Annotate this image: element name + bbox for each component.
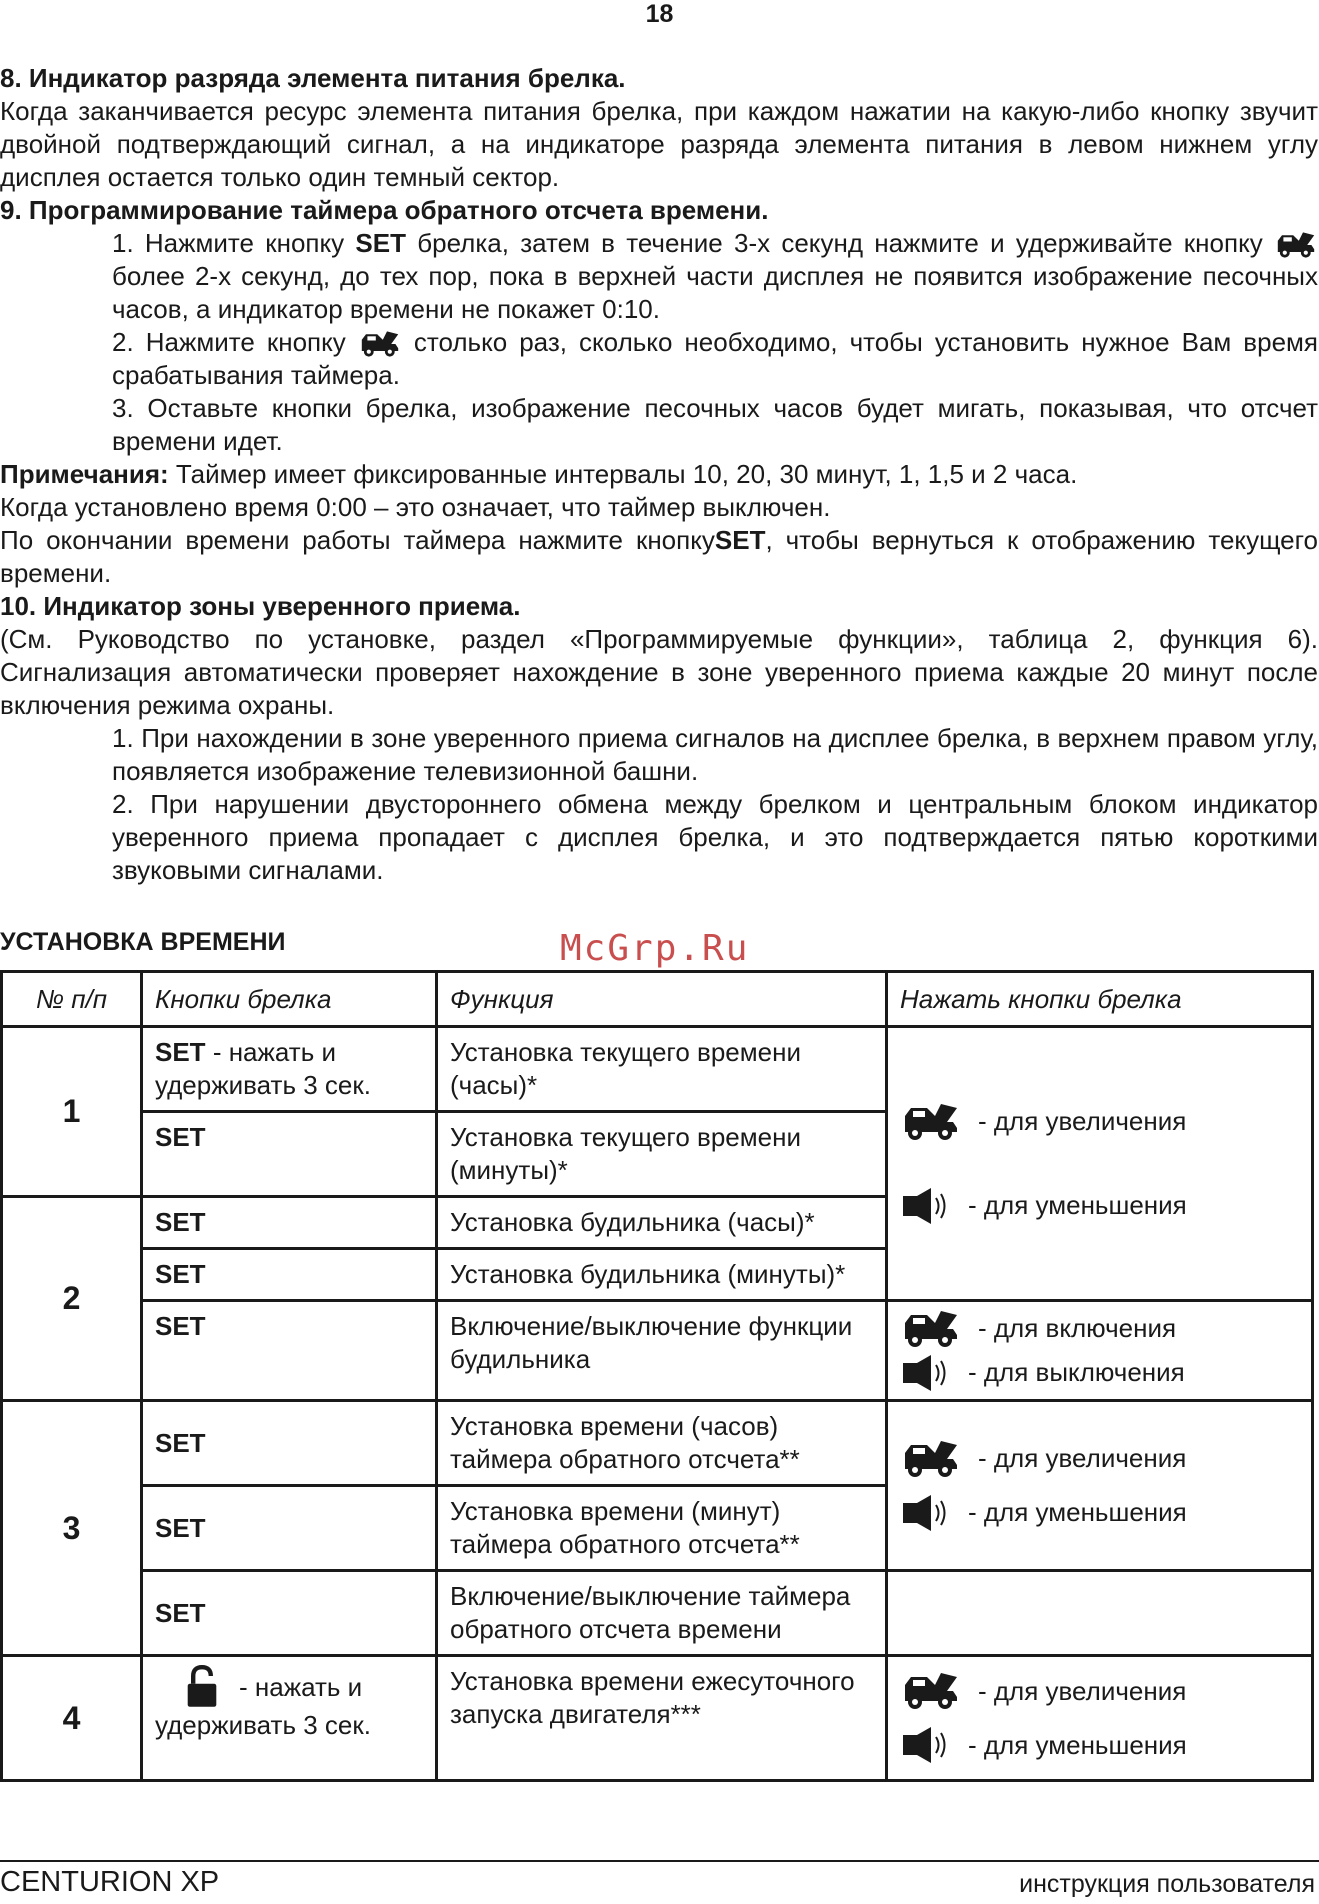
time-settings-table bbox=[0, 970, 1314, 1782]
car-trunk-icon bbox=[900, 1439, 962, 1479]
hold-text: - нажать и удерживать 3 сек. bbox=[155, 1037, 371, 1100]
press-cell-empty bbox=[887, 1571, 1313, 1656]
key-instruction bbox=[900, 1309, 1299, 1349]
instruction-text: - для выключения bbox=[968, 1357, 1185, 1387]
note3-part-b: , чтобы вернуться к отображению текущего времени. bbox=[0, 525, 1318, 588]
function-cell: Установка будильника (часы)* bbox=[437, 1197, 887, 1249]
button-cell bbox=[142, 1486, 437, 1571]
set-key-label: SET bbox=[155, 1122, 206, 1152]
row-number: 4 bbox=[2, 1656, 142, 1781]
speaker-icon bbox=[900, 1353, 952, 1393]
step2-part-a: 2. Нажмите кнопку bbox=[112, 327, 346, 357]
step1-part-b: брелка, затем в течение 3-х секунд нажмите и удерживайте кнопку bbox=[417, 228, 1263, 258]
table-row bbox=[2, 1027, 1313, 1112]
instruction-text: - для увеличения bbox=[978, 1443, 1187, 1473]
car-trunk-icon bbox=[358, 330, 402, 358]
footer-doc-type: инструкция пользователя bbox=[1019, 1870, 1315, 1898]
instruction-text: - для увеличения bbox=[978, 1675, 1187, 1706]
instruction-text: - для уменьшения bbox=[968, 1729, 1187, 1760]
section-9-step-2 bbox=[0, 326, 1318, 392]
note-text: Таймер имеет фиксированные интервалы 10, 20, 30 минут, 1, 1,5 и 2 часа. bbox=[175, 459, 1078, 489]
key-instruction bbox=[900, 1671, 1299, 1711]
page-number: 18 bbox=[645, 0, 674, 28]
function-cell: Установка текущего времени (часы)* bbox=[437, 1027, 887, 1112]
lock-line bbox=[155, 1665, 423, 1709]
table-title: УСТАНОВКА ВРЕМЕНИ bbox=[0, 928, 286, 956]
function-cell: Включение/выключение функции будильника bbox=[437, 1301, 887, 1401]
table-row bbox=[2, 1656, 1313, 1781]
instruction-text: - для уменьшения bbox=[968, 1497, 1187, 1527]
set-key-label: SET bbox=[155, 1311, 206, 1341]
step1-part-a: 1. Нажмите кнопку bbox=[112, 228, 345, 258]
note3-part-a: По окончании времени работы таймера нажмите кнопку bbox=[0, 525, 715, 555]
section-9-note bbox=[0, 458, 1318, 491]
car-trunk-icon bbox=[900, 1309, 962, 1349]
footer-brand: CENTURION XP bbox=[0, 1866, 220, 1898]
body-text bbox=[0, 62, 1318, 887]
section-10-step-1: 1. При нахождении в зоне уверенного приема сигналов на дисплее брелка, в верхнем правом углу, появляется изображение телевизионной башни. bbox=[112, 723, 1318, 786]
set-key-label: SET bbox=[155, 1512, 206, 1543]
key-instruction bbox=[900, 1439, 1299, 1479]
button-cell bbox=[142, 1112, 437, 1197]
instruction-text: - для включения bbox=[978, 1313, 1177, 1343]
row-number: 3 bbox=[2, 1401, 142, 1656]
speaker-icon bbox=[900, 1186, 952, 1226]
set-key-label: SET bbox=[155, 1037, 206, 1067]
instruction-text: - для уменьшения bbox=[968, 1190, 1187, 1220]
press-cell bbox=[887, 1656, 1313, 1781]
watermark: McGrp.Ru bbox=[560, 928, 750, 969]
key-instruction bbox=[900, 1102, 1299, 1142]
section-9-note-2: Когда установлено время 0:00 – это означает, что таймер выключен. bbox=[0, 492, 831, 522]
footer-divider bbox=[0, 1860, 1319, 1862]
section-9-step-1 bbox=[0, 227, 1318, 326]
header-function: Функция bbox=[437, 972, 887, 1027]
table-header-row bbox=[2, 972, 1313, 1027]
step1-part-c: более 2-х секунд, до тех пор, пока в верхней части дисплея не появится изображение песочных часов, а индикатор времени не покажет 0:10. bbox=[112, 261, 1318, 324]
section-10-step-2: 2. При нарушении двустороннего обмена между брелком и центральным блоком индикатор уверенного приема пропадает с дисплея брелка, и это подтверждается пятью короткими звуковыми сигналами. bbox=[112, 789, 1318, 885]
button-cell bbox=[142, 1249, 437, 1301]
section-8-title: 8. Индикатор разряда элемента питания брелка. bbox=[0, 63, 626, 93]
section-8-body: Когда заканчивается ресурс элемента питания брелка, при каждом нажатии на какую-либо кнопку звучит двойной подтверждающий сигнал, а на индикаторе разряда элемента питания в левом нижнем углу дисплея остается только один темный сектор. bbox=[0, 96, 1318, 192]
car-trunk-icon bbox=[1274, 231, 1318, 259]
section-9-title: 9. Программирование таймера обратного отсчета времени. bbox=[0, 195, 769, 225]
function-cell: Установка времени (минут) таймера обратного отсчета** bbox=[437, 1486, 887, 1571]
button-cell bbox=[142, 1401, 437, 1486]
key-instruction bbox=[900, 1186, 1299, 1226]
speaker-icon bbox=[900, 1725, 952, 1765]
button-cell bbox=[142, 1197, 437, 1249]
set-key-label: SET bbox=[155, 1259, 206, 1289]
car-trunk-icon bbox=[900, 1102, 962, 1142]
unlock-icon bbox=[185, 1665, 219, 1709]
function-cell: Установка времени (часов) таймера обратного отсчета** bbox=[437, 1401, 887, 1486]
key-instruction bbox=[900, 1493, 1299, 1533]
set-key-label: SET bbox=[155, 1427, 206, 1458]
set-key-label: SET bbox=[355, 228, 406, 258]
function-cell: Включение/выключение таймера обратного отсчета времени bbox=[437, 1571, 887, 1656]
set-key-label: SET bbox=[155, 1597, 206, 1628]
car-trunk-icon bbox=[900, 1671, 962, 1711]
section-9-step-3: 3. Оставьте кнопки брелка, изображение песочных часов будет мигать, показывая, что отсчет времени идет. bbox=[112, 393, 1318, 456]
press-cell bbox=[887, 1301, 1313, 1401]
button-cell bbox=[142, 1301, 437, 1401]
button-cell bbox=[142, 1027, 437, 1112]
speaker-icon bbox=[900, 1493, 952, 1533]
note-label: Примечания: bbox=[0, 459, 169, 489]
key-instruction bbox=[900, 1353, 1299, 1393]
press-cell bbox=[887, 1027, 1313, 1301]
section-9-note-3 bbox=[0, 524, 1318, 590]
step2-part-b: столько раз, сколько необходимо, чтобы установить нужное Вам время срабатывания таймера. bbox=[112, 327, 1318, 390]
instruction-text: - для увеличения bbox=[978, 1106, 1187, 1136]
function-cell: Установка текущего времени (минуты)* bbox=[437, 1112, 887, 1197]
header-num: № п/п bbox=[2, 972, 142, 1027]
header-buttons: Кнопки брелка bbox=[142, 972, 437, 1027]
function-cell: Установка времени ежесуточного запуска двигателя*** bbox=[437, 1656, 887, 1781]
table-row bbox=[2, 1301, 1313, 1401]
function-cell: Установка будильника (минуты)* bbox=[437, 1249, 887, 1301]
header-press: Нажать кнопки брелка bbox=[887, 972, 1313, 1027]
row-number: 2 bbox=[2, 1197, 142, 1401]
press-cell bbox=[887, 1401, 1313, 1571]
hold-text-2: удерживать 3 сек. bbox=[155, 1710, 371, 1740]
button-cell bbox=[142, 1571, 437, 1656]
section-10-title: 10. Индикатор зоны уверенного приема. bbox=[0, 591, 521, 621]
hold-text: - нажать и bbox=[239, 1671, 363, 1702]
key-instruction bbox=[900, 1725, 1299, 1765]
table-row bbox=[2, 1571, 1313, 1656]
button-cell bbox=[142, 1656, 437, 1781]
set-key-label: SET bbox=[714, 525, 766, 555]
row-number: 1 bbox=[2, 1027, 142, 1197]
section-10-body: (См. Руководство по установке, раздел «Программируемые функции», таблица 2, функция 6). Сигнализация автоматически проверяет нахождение в зоне уверенного приема каждые 20 минут после включения режима охраны. bbox=[0, 624, 1318, 720]
table-row bbox=[2, 1401, 1313, 1486]
set-key-label: SET bbox=[155, 1207, 206, 1237]
